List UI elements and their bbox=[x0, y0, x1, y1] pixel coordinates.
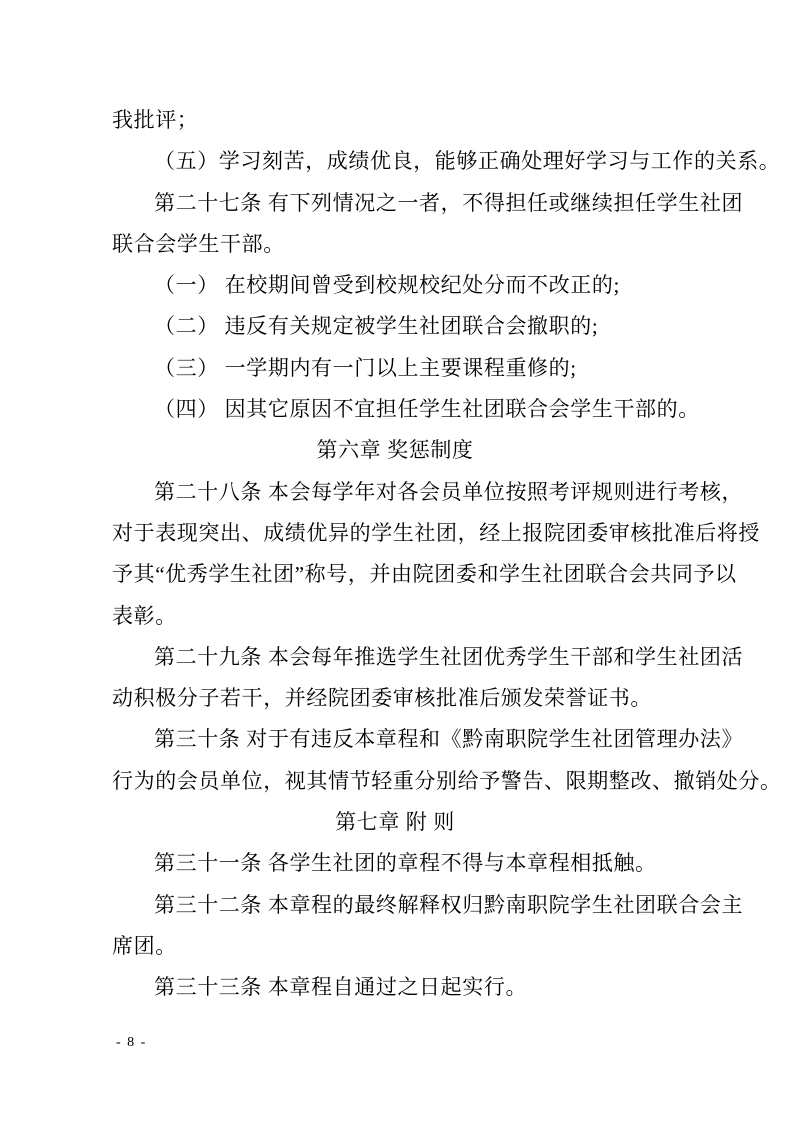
document-line: （三） 一学期内有一门以上主要课程重修的; bbox=[154, 355, 577, 380]
document-line: 第二十七条 有下列情况之一者，不得担任或继续担任学生社团 bbox=[154, 190, 744, 215]
document-line: 第二十八条 本会每学年对各会员单位按照考评规则进行考核， bbox=[154, 479, 744, 504]
document-line: （一） 在校期间曾受到校规校纪处分而不改正的; bbox=[154, 273, 620, 298]
document-line: 对于表现突出、成绩优异的学生社团，经上报院团委审核批准后将授 bbox=[112, 520, 760, 545]
document-line: 动积极分子若干，并经院团委审核批准后颁发荣誉证书。 bbox=[112, 686, 652, 711]
document-line: （五）学习刻苦，成绩优良，能够正确处理好学习与工作的关系。 bbox=[154, 149, 781, 174]
document-body bbox=[112, 100, 782, 1009]
document-line: 第三十三条 本章程自通过之日起实行。 bbox=[154, 975, 528, 1000]
document-line: 行为的会员单位，视其情节轻重分别给予警告、限期整改、撤销处分。 bbox=[112, 768, 782, 793]
document-line: 第三十一条 各学生社团的章程不得与本章程相抵触。 bbox=[154, 851, 657, 876]
chapter-heading: 第六章 奖惩制度 bbox=[316, 438, 474, 463]
document-line: 我批评； bbox=[112, 108, 199, 132]
document-line: 联合会学生干部。 bbox=[112, 231, 285, 256]
document-line: （四） 因其它原因不宜担任学生社团联合会学生干部的。 bbox=[154, 397, 700, 422]
document-line: （二） 违反有关规定被学生社团联合会撤职的; bbox=[154, 314, 599, 339]
page-number: - 8 - bbox=[116, 1035, 147, 1050]
document-line: 表彰。 bbox=[112, 603, 177, 628]
chapter-heading: 第七章 附 则 bbox=[335, 810, 455, 835]
document-line: 第二十九条 本会每年推选学生社团优秀学生干部和学生社团活 bbox=[154, 644, 744, 669]
document-line: 第三十二条 本章程的最终解释权归黔南职院学生社团联合会主 bbox=[154, 892, 744, 917]
document-line: 予其“优秀学生社团”称号，并由院团委和学生社团联合会共同予以 bbox=[112, 562, 737, 587]
document-line: 第三十条 对于有违反本章程和《黔南职院学生社团管理办法》 bbox=[154, 727, 744, 752]
document-line: 席团。 bbox=[112, 933, 177, 958]
